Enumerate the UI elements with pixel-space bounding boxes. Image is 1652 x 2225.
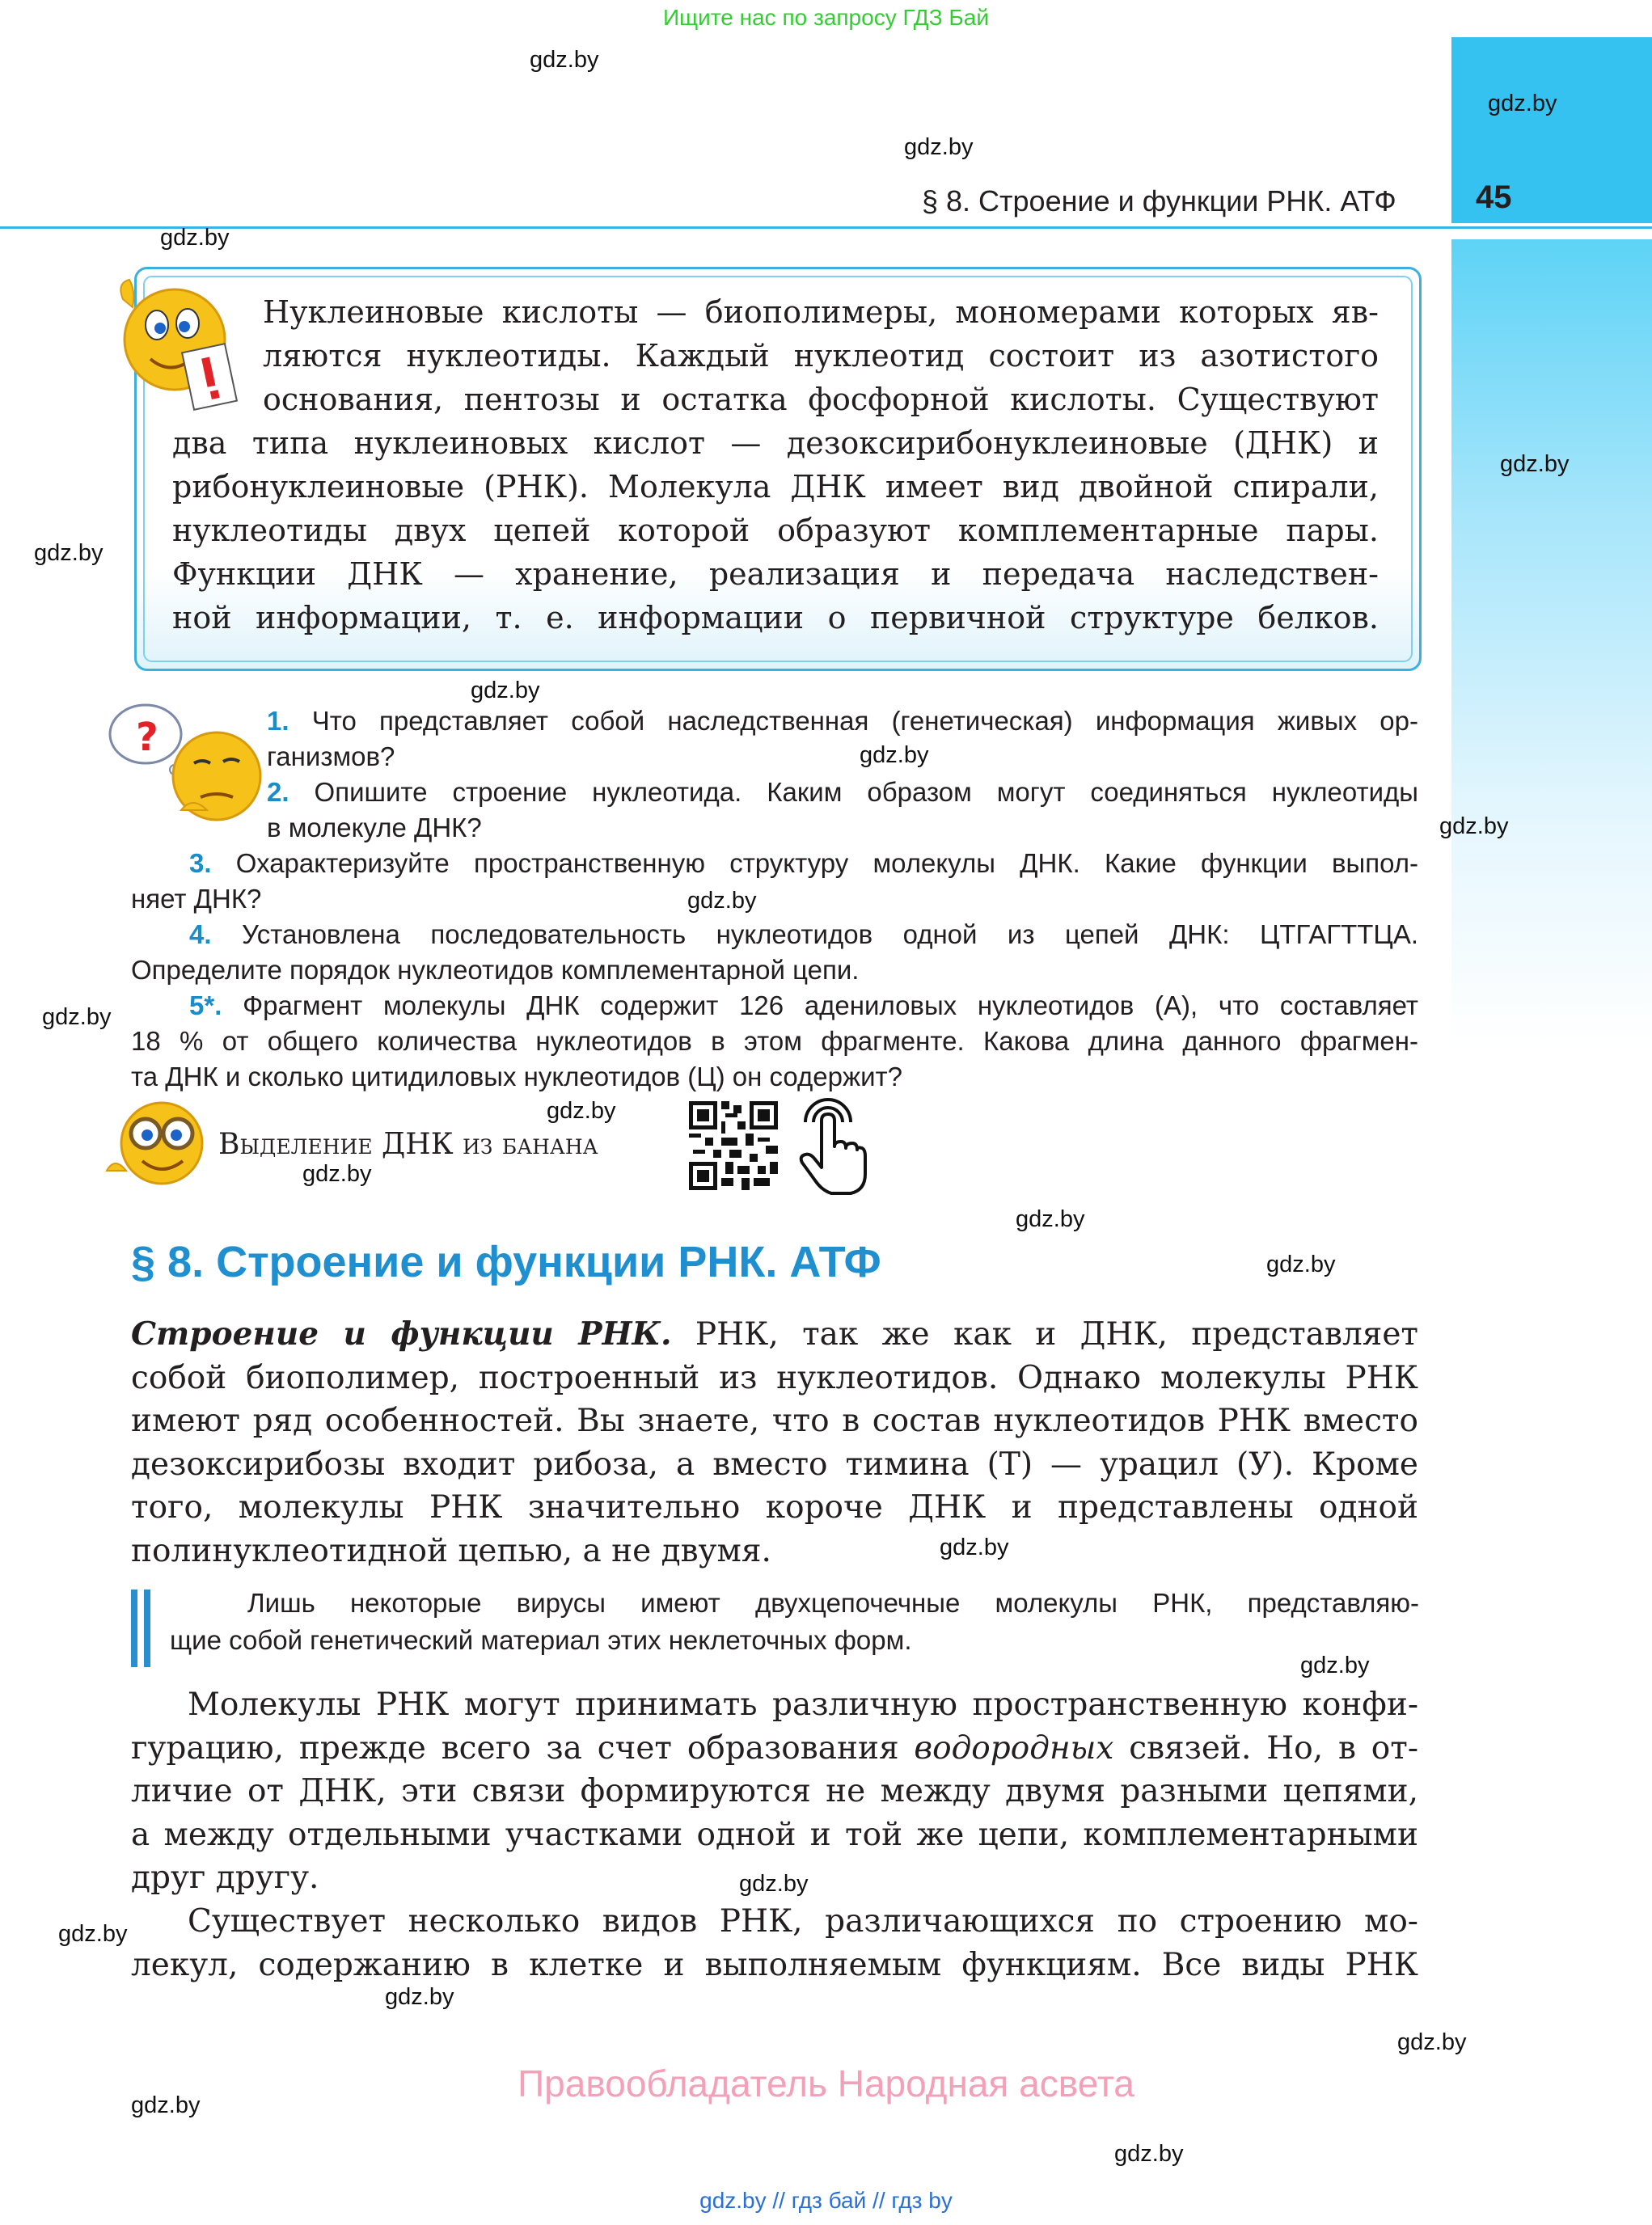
watermark: gdz.by — [302, 1161, 372, 1187]
watermark: gdz.by — [904, 134, 974, 160]
info-line: рибонуклеиновые (РНК). Молекула ДНК имеет вид двойной спирали, — [172, 469, 1379, 505]
watermark: gdz.by — [131, 2092, 201, 2118]
question-text: в молекуле ДНК? — [267, 813, 482, 842]
paragraph-line: гурацию, прежде всего за счет образования — [131, 1729, 915, 1767]
paragraph-line: лекул, содержанию в клетке и выполняемым функциям. Все виды РНК — [131, 1946, 1418, 1983]
footer-links[interactable]: gdz.by // гдз бай // гдз by — [699, 2188, 953, 2213]
smiley-exclamation-icon — [100, 275, 262, 420]
watermark: gdz.by — [739, 1871, 809, 1897]
watermark: gdz.by — [530, 47, 599, 73]
note-bar — [131, 1590, 137, 1667]
note-bar — [144, 1590, 150, 1667]
paragraph-rna-types — [131, 1900, 1418, 1986]
question-number: 4. — [189, 919, 212, 949]
note — [170, 1585, 1419, 1659]
question-number: 2. — [267, 777, 289, 807]
paragraph-rna-configuration — [131, 1683, 1418, 1900]
watermark: gdz.by — [940, 1535, 1009, 1560]
paragraph-line: друг другу. — [131, 1860, 319, 1896]
top-banner: Ищите нас по запросу ГДЗ Бай — [662, 5, 990, 30]
header-rule — [0, 226, 1652, 229]
paragraph-line: Существует несколько видов РНК, различающихся по строению мо- — [188, 1903, 1418, 1940]
watermark: gdz.by — [687, 888, 757, 914]
paragraph-line: личие от ДНК, эти связи формируются не между двумя разными цепями, — [131, 1773, 1418, 1809]
watermark: gdz.by — [1439, 813, 1509, 839]
question-number: 1. — [267, 706, 289, 736]
info-line: два типа нуклеиновых кислот — дезоксирибонуклеиновые (ДНК) и — [172, 425, 1379, 461]
question-text: 18 % от общего количества нуклеотидов в этом фрагменте. Какова длина данного фрагмен- — [131, 1026, 1418, 1056]
paragraph-line: связей. Но, в от- — [1113, 1729, 1418, 1767]
watermark: gdz.by — [1016, 1206, 1085, 1232]
question-2 — [267, 775, 1418, 846]
section-title: § 8. Строение и функции РНК. АТФ — [131, 1238, 881, 1286]
paragraph-line: РНК, так же как и ДНК, представляет — [671, 1316, 1418, 1353]
question-text: няет ДНК? — [131, 884, 262, 914]
question-text: Установлена последовательность нуклеотидов одной из цепей ДНК: ЦТГАГТТЦА. — [242, 919, 1418, 949]
watermark: gdz.by — [160, 225, 230, 251]
info-line: ной информации, т. е. информации о первичной структуре белков. — [172, 600, 1379, 635]
watermark: gdz.by — [1266, 1252, 1336, 1277]
watermark: gdz.by — [58, 1921, 128, 1947]
thinking-smiley-icon — [104, 697, 265, 826]
sidebar-gradient — [1451, 239, 1652, 1048]
watermark: gdz.by — [1397, 2029, 1467, 2055]
watermark: gdz.by — [860, 742, 929, 768]
watermark: gdz.by — [471, 678, 540, 703]
tap-hand-icon — [794, 1093, 867, 1198]
info-line: ляются нуклеотиды. Каждый нуклеотид состоит из азотистого — [263, 338, 1379, 374]
paragraph-line: того, молекулы РНК значительно короче ДНК и представлены одной — [131, 1489, 1418, 1526]
info-line: нуклеотиды двух цепей которой образуют комплементарные пары. — [172, 513, 1379, 548]
question-3 — [131, 846, 1418, 917]
question-text: Определите порядок нуклеотидов комплементарной цепи. — [131, 955, 860, 985]
paragraph-lead: Строение и функции РНК. — [131, 1315, 672, 1353]
question-text: Фрагмент молекулы ДНК содержит 126 адениловых нуклеотидов (А), что составляет — [243, 990, 1418, 1020]
question-text: та ДНК и сколько цитидиловых нуклеотидов (Ц) он содержит? — [131, 1062, 902, 1091]
paragraph-line: полинуклеотидной цепью, а не двумя. — [131, 1532, 771, 1569]
qr-code-icon[interactable] — [689, 1101, 778, 1190]
paragraph-line: собой биополимер, построенный из нуклеотидов. Однако молекулы РНК — [131, 1359, 1418, 1396]
running-head: § 8. Строение и функции РНК. АТФ — [922, 184, 1396, 217]
svg-text:?: ? — [136, 715, 158, 760]
note-line: Лишь некоторые вирусы имеют двухцепочечные молекулы РНК, представляю- — [247, 1588, 1419, 1618]
copyright-notice: Правообладатель Народная асвета — [518, 2062, 1134, 2105]
note-line: щие собой генетический материал этих неклеточных форм. — [170, 1625, 912, 1655]
paragraph-line: дезоксирибозы входит рибоза, а вместо тимина (Т) — урацил (У). Кроме — [131, 1446, 1418, 1483]
question-4 — [131, 917, 1418, 988]
watermark: gdz.by — [1300, 1653, 1370, 1678]
question-text: ганизмов? — [267, 741, 395, 771]
emphasis-term: водородных — [914, 1729, 1114, 1767]
question-number: 5*. — [189, 990, 222, 1020]
question-5 — [131, 988, 1418, 1095]
question-text: Охарактеризуйте пространственную структуру молекулы ДНК. Какие функции выпол- — [235, 848, 1418, 878]
question-text: Что представляет собой наследственная (генетическая) информация живых ор- — [311, 706, 1418, 736]
watermark: gdz.by — [547, 1098, 616, 1124]
question-number: 3. — [189, 848, 212, 878]
watermark: gdz.by — [1114, 2141, 1184, 2167]
watermark: gdz.by — [1500, 451, 1570, 477]
magnifier-smiley-icon — [102, 1093, 215, 1190]
paragraph-line: Молекулы РНК могут принимать различную пространственную конфи- — [188, 1687, 1418, 1723]
watermark: gdz.by — [42, 1004, 112, 1030]
page-number: 45 — [1476, 179, 1512, 215]
info-line: Нуклеиновые кислоты — биополимеры, мономерами которых яв- — [263, 294, 1379, 330]
watermark: gdz.by — [34, 540, 104, 566]
question-text: Опишите строение нуклеотида. Каким образом могут соединяться нуклеотиды — [314, 777, 1419, 807]
info-line: Функции ДНК — хранение, реализация и передача наследствен- — [172, 556, 1379, 592]
question-1 — [267, 703, 1418, 775]
qr-label: Выделение ДНК из банана — [218, 1128, 598, 1161]
watermark: gdz.by — [385, 1984, 454, 2010]
info-line: основания, пентозы и остатка фосфорной кислоты. Существуют — [263, 382, 1379, 417]
watermark: gdz.by — [1488, 91, 1557, 116]
paragraph-rna-structure — [131, 1313, 1418, 1573]
paragraph-line: имеют ряд особенностей. Вы знаете, что в состав нуклеотидов РНК вместо — [131, 1403, 1418, 1439]
paragraph-line: а между отдельными участками одной и той же цепи, комплементарными — [131, 1816, 1418, 1853]
